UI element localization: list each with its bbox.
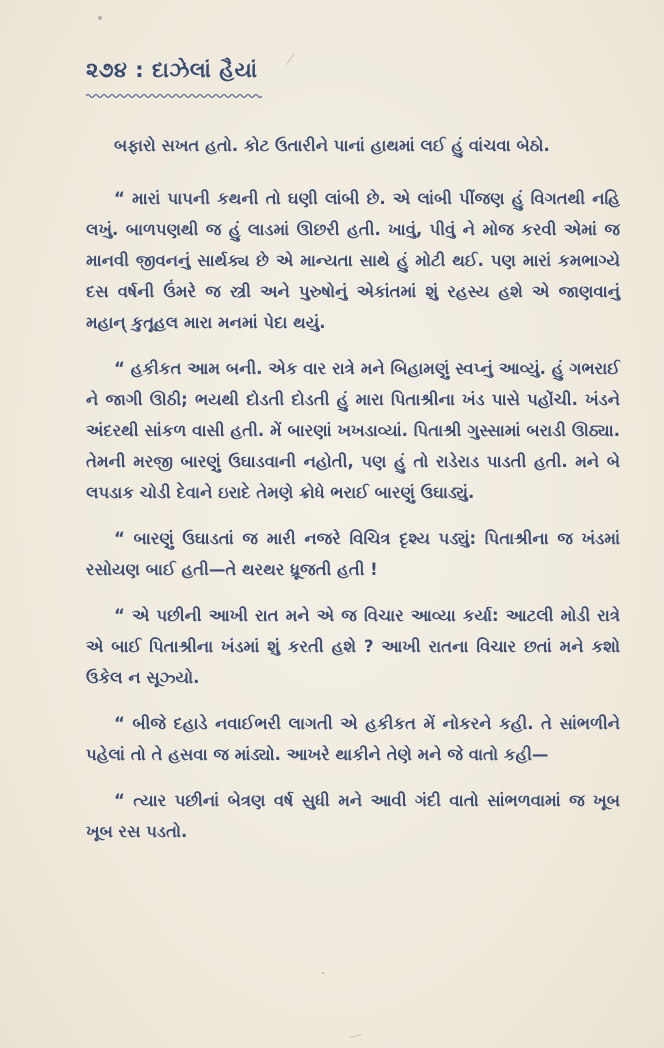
paragraph: “ ત્યાર પછીનાં બેત્રણ વર્ષ સુધી મને આવી ગંદી વાતો સાંભળવામાં જ ખૂબ ખૂબ રસ પડતો. [86, 791, 620, 841]
paragraph: બફારો સખત હતો. કોટ ઉતારીને પાનાં હાથમાં લઈ હું વાંચવા બેઠો. [114, 136, 550, 155]
paragraph: “ મારાં પાપની કથની તો ઘણી લાંબી છે. એ લાંબી પીંજણ હું વિગતથી નહિ લખું. બાળપણથી જ હું લાડમાં ઊછરી હતી. ખાવું, પીવું ને મોજ કરવી એમાં જ માનવી જીવનનું સાર્થક્ય છે એ માન્યતા સાથે હું મોટી થઈ. પણ મારાં કમભાગ્યે દસ વર્ષની ઉંમરે જ સ્ત્રી અને પુરુષોનું એકાંતમાં શું રહસ્ય હશે એ જાણવાનું મહાન્ કુતૂહલ મારા મનમાં પેદા થયું. [86, 189, 620, 332]
header-wavy-rule [86, 93, 262, 99]
paper-speck [98, 16, 102, 20]
paragraph: “ બીજે દહાડે નવાઈભરી લાગતી એ હકીકત મેં નોકરને કહી. તે સાંભળીને પહેલાં તો તે હસવા જ માંડ્યો. આખરે થાકીને તેણે મને જે વાતો કહી— [86, 714, 620, 764]
paragraph: “ એ પછીની આખી રાત મને એ જ વિચાર આવ્યા કર્યા: આટલી મોડી રાત્રે એ બાઈ પિતાશ્રીના ખંડમાં શું કરતી હશે ? આખી રાતના વિચાર છતાં મને કશો ઉકેલ ન સૂઝ્યો. [86, 606, 620, 687]
paper-speck [322, 972, 324, 974]
body-text [86, 130, 620, 862]
paper-scratch [286, 53, 295, 65]
running-header: ૨૭૪ : દાઝેલાં હૈયાં [86, 58, 258, 82]
paragraph: “ હકીકત આમ બની. એક વાર રાત્રે મને બિહામણું સ્વપ્નું આવ્યું. હું ગભરાઈ ને જાગી ઊઠી; ભયથી દોડતી દોડતી હું મારા પિતાશ્રીના ખંડ પાસે પહોંચી. ખંડને અંદરથી સાંકળ વાસી હતી. મેં બારણાં ખખડાવ્યાં. પિતાશ્રી ગુસ્સામાં બરાડી ઊઠ્યા. તેમની મરજી બારણું ઉઘાડવાની નહોતી, પણ હું તો રાડેરાડ પાડતી હતી. મને બે લપડાક ચોડી દેવાને ઇરાદે તેમણે ક્રોધે ભરાઈ બારણું ઉઘાડ્યું. [86, 359, 620, 502]
paper-scratch [350, 1034, 362, 1038]
paragraph: “ બારણું ઉઘાડતાં જ મારી નજરે વિચિત્ર દૃશ્ય પડ્યું: પિતાશ્રીના જ ખંડમાં રસોયણ બાઈ હતી—તે થરથર ધ્રૂજતી હતી ! [86, 529, 620, 579]
